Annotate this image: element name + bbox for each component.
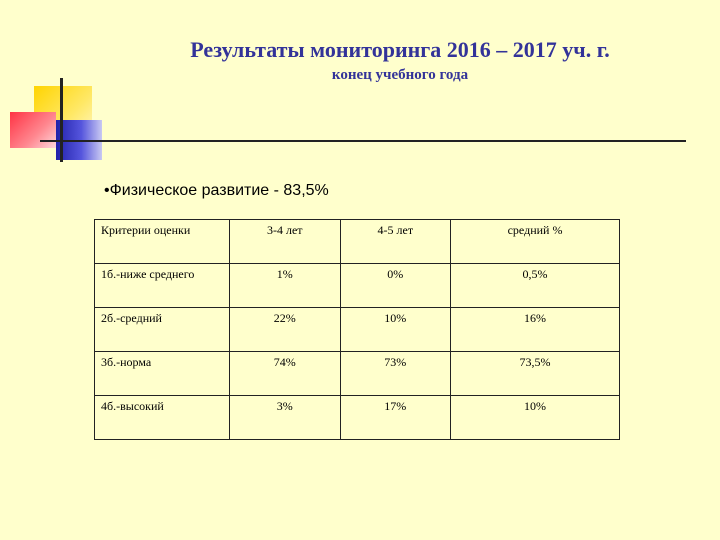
cell-value: 16% (451, 308, 620, 352)
cell-value: 73,5% (451, 352, 620, 396)
cell-value: 1% (230, 264, 341, 308)
cell-value: 10% (451, 396, 620, 440)
header-criteria: Критерии оценки (95, 220, 230, 264)
cell-value: 0,5% (451, 264, 620, 308)
table-header-row (95, 220, 620, 264)
results-table (94, 219, 620, 440)
decor-vertical-line (60, 78, 63, 162)
summary-bullet: •Физическое развитие - 83,5% (104, 182, 329, 199)
cell-value: 3% (230, 396, 341, 440)
row-label: 2б.-средний (95, 308, 230, 352)
table-row (95, 396, 620, 440)
header-age-4-5: 4-5 лет (340, 220, 451, 264)
table-row (95, 352, 620, 396)
decor-horizontal-line (40, 140, 686, 142)
row-label: 4б.-высокий (95, 396, 230, 440)
cell-value: 74% (230, 352, 341, 396)
header-age-3-4: 3-4 лет (230, 220, 341, 264)
cell-value: 0% (340, 264, 451, 308)
cell-value: 73% (340, 352, 451, 396)
row-label: 3б.-норма (95, 352, 230, 396)
header-average: средний % (451, 220, 620, 264)
page-title: Результаты мониторинга 2016 – 2017 уч. г. (190, 37, 610, 62)
decor-red-square (10, 112, 56, 148)
table-row (95, 264, 620, 308)
cell-value: 22% (230, 308, 341, 352)
cell-value: 10% (340, 308, 451, 352)
table-row (95, 308, 620, 352)
page-subtitle: конец учебного года (331, 67, 469, 83)
cell-value: 17% (340, 396, 451, 440)
row-label: 1б.-ниже среднего (95, 264, 230, 308)
